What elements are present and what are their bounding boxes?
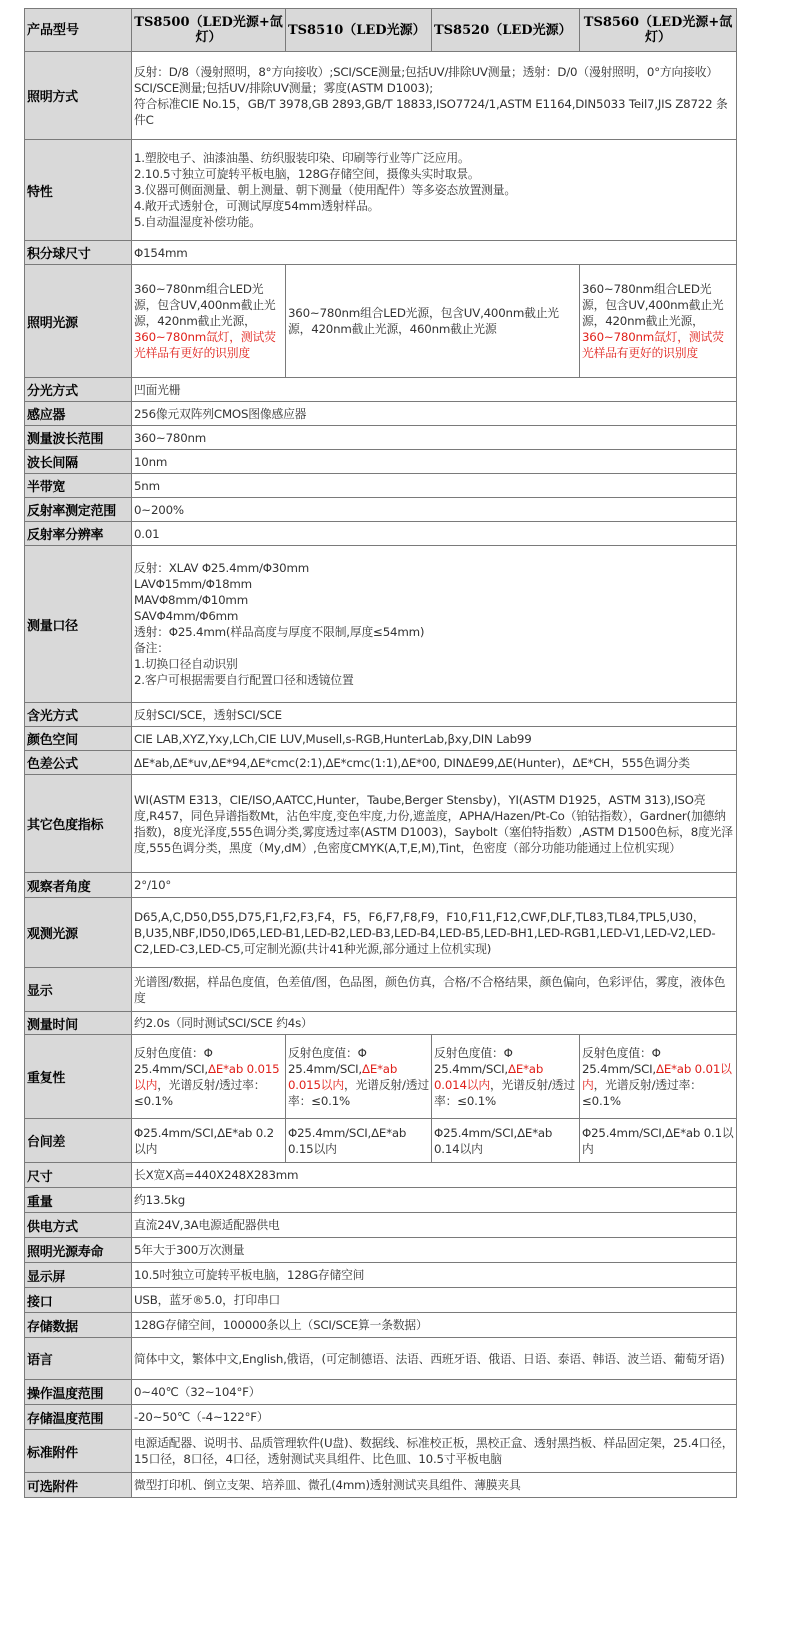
model-ts8510: TS8510（LED光源） [286,9,432,52]
label-language: 语言 [25,1338,132,1380]
value-half-bandwidth: 5nm [132,474,737,498]
row-power [25,1213,737,1238]
repeatability-ts8510: 反射色度值：Φ 25.4mm/SCI,ΔE*ab 0.015以内，光谱反射/透过率：≤0.1% [286,1035,432,1119]
row-aperture [25,546,737,703]
value-illuminants: D65,A,C,D50,D55,D75,F1,F2,F3,F4，F5，F6,F7,F8,F9，F10,F11,F12,CWF,DLF,TL83,TL84,TPL5,U30，B,U35,NBF,ID50,ID65,LED-B1,LED-B2,LED-B3,LED-B4,LED-B5,LED-BH1,LED-RGB1,LED-V1,LED-V2,LED-C2,LED-C3,LED-C5,可定制光源(共计41种光源,部分通过上位机实现) [132,898,737,968]
value-illumination-mode: 反射：D/8（漫射照明，8°方向接收）;SCI/SCE测量;包括UV/排除UV测量；透射：D/0（漫射照明，0°方向接收） SCI/SCE测量;包括UV/排除UV测量；雾度(ASTM D1003); 符合标准CIE No.15，GB/T 3978,GB 2893,GB/T 18833,ISO7724/1,ASTM E1164,DIN5033 Teil7,JIS Z8722 条件C [132,52,737,140]
row-op-temp [25,1380,737,1405]
value-reflectance-range: 0~200% [132,498,737,522]
row-color-space [25,727,737,751]
label-half-bandwidth: 半带宽 [25,474,132,498]
repeatability-ts8520: 反射色度值：Φ 25.4mm/SCI,ΔE*ab 0.014以内，光谱反射/透过率：≤0.1% [432,1035,580,1119]
inter-instrument-ts8520: Φ25.4mm/SCI,ΔE*ab 0.14以内 [432,1119,580,1163]
row-interface [25,1288,737,1313]
label-color-diff: 色差公式 [25,751,132,775]
row-sensor [25,402,737,426]
row-repeatability [25,1035,737,1119]
label-features: 特性 [25,140,132,241]
light-source-ts8510-8520: 360~780nm组合LED光源，包含UV,400nm截止光源，420nm截止光源，460nm截止光源 [286,265,580,378]
value-features: 1.塑胶电子、油漆油墨、纺织服装印染、印刷等行业等广泛应用。 2.10.5寸独立可旋转平板电脑，128G存储空间，摄像头实时取景。 3.仪器可侧面测量、朝上测量、朝下测量（使用配件）等多姿态放置测量。 4.敞开式透射仓，可测试厚度54mm透射样品。 5.自动温湿度补偿功能。 [132,140,737,241]
label-reflectance-range: 反射率测定范围 [25,498,132,522]
row-lamp-life [25,1238,737,1263]
label-display: 显示 [25,968,132,1012]
value-spectral-method: 凹面光栅 [132,378,737,402]
value-interface: USB，蓝牙®5.0，打印串口 [132,1288,737,1313]
value-std-accessories: 电源适配器、说明书、品质管理软件(U盘)、数据线、标准校正板，黑校正盒、透射黑挡板、样品固定架，25.4口径，15口径，8口径，4口径，透射测试夹具组件、比色皿、10.5寸平板电脑 [132,1430,737,1473]
header-label: 产品型号 [25,9,132,52]
label-measure-time: 测量时间 [25,1012,132,1035]
label-screen: 显示屏 [25,1263,132,1288]
value-opt-accessories: 微型打印机、倒立支架、培养皿、微孔(4mm)透射测试夹具组件、薄膜夹具 [132,1473,737,1498]
model-ts8500: TS8500（LED光源+氙灯） [132,9,286,52]
label-observer: 观察者角度 [25,873,132,898]
value-screen: 10.5吋独立可旋转平板电脑，128G存储空间 [132,1263,737,1288]
label-color-space: 颜色空间 [25,727,132,751]
value-power: 直流24V,3A电源适配器供电 [132,1213,737,1238]
row-storage [25,1313,737,1338]
model-ts8560: TS8560（LED光源+氙灯） [580,9,737,52]
value-sphere: Φ154mm [132,241,737,265]
light-source-ts8500: 360~780nm组合LED光源，包含UV,400nm截止光源，420nm截止光源，360~780nm氙灯，测试荧光样品有更好的识别度 [132,265,286,378]
value-observer: 2°/10° [132,873,737,898]
row-size [25,1163,737,1188]
label-spectral-method: 分光方式 [25,378,132,402]
row-reflectance-resolution [25,522,737,546]
label-power: 供电方式 [25,1213,132,1238]
row-illumination-mode [25,52,737,140]
label-lamp-life: 照明光源寿命 [25,1238,132,1263]
row-sphere [25,241,737,265]
label-weight: 重量 [25,1188,132,1213]
label-inter-instrument: 台间差 [25,1119,132,1163]
row-wavelength-range [25,426,737,450]
row-color-diff [25,751,737,775]
label-storage-temp: 存储温度范围 [25,1405,132,1430]
value-color-space: CIE LAB,XYZ,Yxy,LCh,CIE LUV,Musell,s-RGB,HunterLab,βxy,DIN Lab99 [132,727,737,751]
value-wavelength-interval: 10nm [132,450,737,474]
label-std-accessories: 标准附件 [25,1430,132,1473]
value-op-temp: 0~40℃（32~104°F） [132,1380,737,1405]
value-wavelength-range: 360~780nm [132,426,737,450]
row-reflectance-range [25,498,737,522]
spec-table [24,8,737,1498]
value-measure-time: 约2.0s（同时测试SCI/SCE 约4s） [132,1012,737,1035]
row-spectral-method [25,378,737,402]
label-storage: 存储数据 [25,1313,132,1338]
row-other-indices [25,775,737,873]
row-features [25,140,737,241]
inter-instrument-ts8560: Φ25.4mm/SCI,ΔE*ab 0.1以内 [580,1119,737,1163]
label-repeatability: 重复性 [25,1035,132,1119]
label-size: 尺寸 [25,1163,132,1188]
inter-instrument-ts8500: Φ25.4mm/SCI,ΔE*ab 0.2以内 [132,1119,286,1163]
row-storage-temp [25,1405,737,1430]
label-illumination-mode: 照明方式 [25,52,132,140]
repeatability-ts8560: 反射色度值：Φ 25.4mm/SCI,ΔE*ab 0.01以内，光谱反射/透过率：≤0.1% [580,1035,737,1119]
row-illuminants [25,898,737,968]
value-lamp-life: 5年大于300万次测量 [132,1238,737,1263]
value-color-diff: ΔE*ab,ΔE*uv,ΔE*94,ΔE*cmc(2:1),ΔE*cmc(1:1),ΔE*00, DINΔE99,ΔE(Hunter)，ΔE*CH，555色调分类 [132,751,737,775]
row-weight [25,1188,737,1213]
label-wavelength-range: 测量波长范围 [25,426,132,450]
value-language: 简体中文，繁体中文,English,俄语，(可定制德语、法语、西班牙语、俄语、日语、泰语、韩语、波兰语、葡萄牙语) [132,1338,737,1380]
row-observer [25,873,737,898]
value-display: 光谱图/数据，样品色度值，色差值/图，色品图，颜色仿真，合格/不合格结果，颜色偏向，色彩评估，雾度，液体色度 [132,968,737,1012]
label-sphere: 积分球尺寸 [25,241,132,265]
label-interface: 接口 [25,1288,132,1313]
value-size: 长X宽X高=440X248X283mm [132,1163,737,1188]
light-source-ts8560: 360~780nm组合LED光源，包含UV,400nm截止光源，420nm截止光源，360~780nm氙灯，测试荧光样品有更好的识别度 [580,265,737,378]
value-specular: 反射SCI/SCE，透射SCI/SCE [132,703,737,727]
value-storage: 128G存储空间，100000条以上（SCI/SCE算一条数据） [132,1313,737,1338]
row-std-accessories [25,1430,737,1473]
header-row [25,9,737,52]
value-storage-temp: -20~50℃（-4~122°F） [132,1405,737,1430]
label-aperture: 测量口径 [25,546,132,703]
value-reflectance-resolution: 0.01 [132,522,737,546]
label-wavelength-interval: 波长间隔 [25,450,132,474]
row-measure-time [25,1012,737,1035]
label-reflectance-resolution: 反射率分辨率 [25,522,132,546]
label-other-indices: 其它色度指标 [25,775,132,873]
model-ts8520: TS8520（LED光源） [432,9,580,52]
label-light-source: 照明光源 [25,265,132,378]
value-aperture: 反射：XLAV Φ25.4mm/Φ30mm LAVΦ15mm/Φ18mm MAVΦ8mm/Φ10mm SAVΦ4mm/Φ6mm 透射：Φ25.4mm(样品高度与厚度不限制,厚度≤54mm) 备注： 1.切换口径自动识别 2.客户可根据需要自行配置口径和透镜位置 [132,546,737,703]
label-sensor: 感应器 [25,402,132,426]
value-weight: 约13.5kg [132,1188,737,1213]
row-wavelength-interval [25,450,737,474]
inter-instrument-ts8510: Φ25.4mm/SCI,ΔE*ab 0.15以内 [286,1119,432,1163]
row-light-source [25,265,737,378]
row-inter-instrument [25,1119,737,1163]
label-illuminants: 观测光源 [25,898,132,968]
row-screen [25,1263,737,1288]
row-half-bandwidth [25,474,737,498]
label-specular: 含光方式 [25,703,132,727]
row-language [25,1338,737,1380]
label-op-temp: 操作温度范围 [25,1380,132,1405]
repeatability-ts8500: 反射色度值：Φ 25.4mm/SCI,ΔE*ab 0.015以内，光谱反射/透过率：≤0.1% [132,1035,286,1119]
value-sensor: 256像元双阵列CMOS图像感应器 [132,402,737,426]
row-specular [25,703,737,727]
label-opt-accessories: 可选附件 [25,1473,132,1498]
value-other-indices: WI(ASTM E313，CIE/ISO,AATCC,Hunter，Taube,Berger Stensby)，YI(ASTM D1925，ASTM 313),ISO亮度,R457，同色异谱指数Mt，沾色牢度,变色牢度,力份,遮盖度，APHA/Hazen/Pt-Co（铂钴指数），Gardner(加德纳指数)，8度光泽度,555色调分类,雾度透过率(ASTM D1003)，Saybolt（塞伯特指数）,ASTM D1500色标，8度光泽度,555色调分类，黑度（My,dM）,色密度CMYK(A,T,E,M),Tint，色密度（部分功能功能通过上位机实现） [132,775,737,873]
row-display [25,968,737,1012]
row-opt-accessories [25,1473,737,1498]
